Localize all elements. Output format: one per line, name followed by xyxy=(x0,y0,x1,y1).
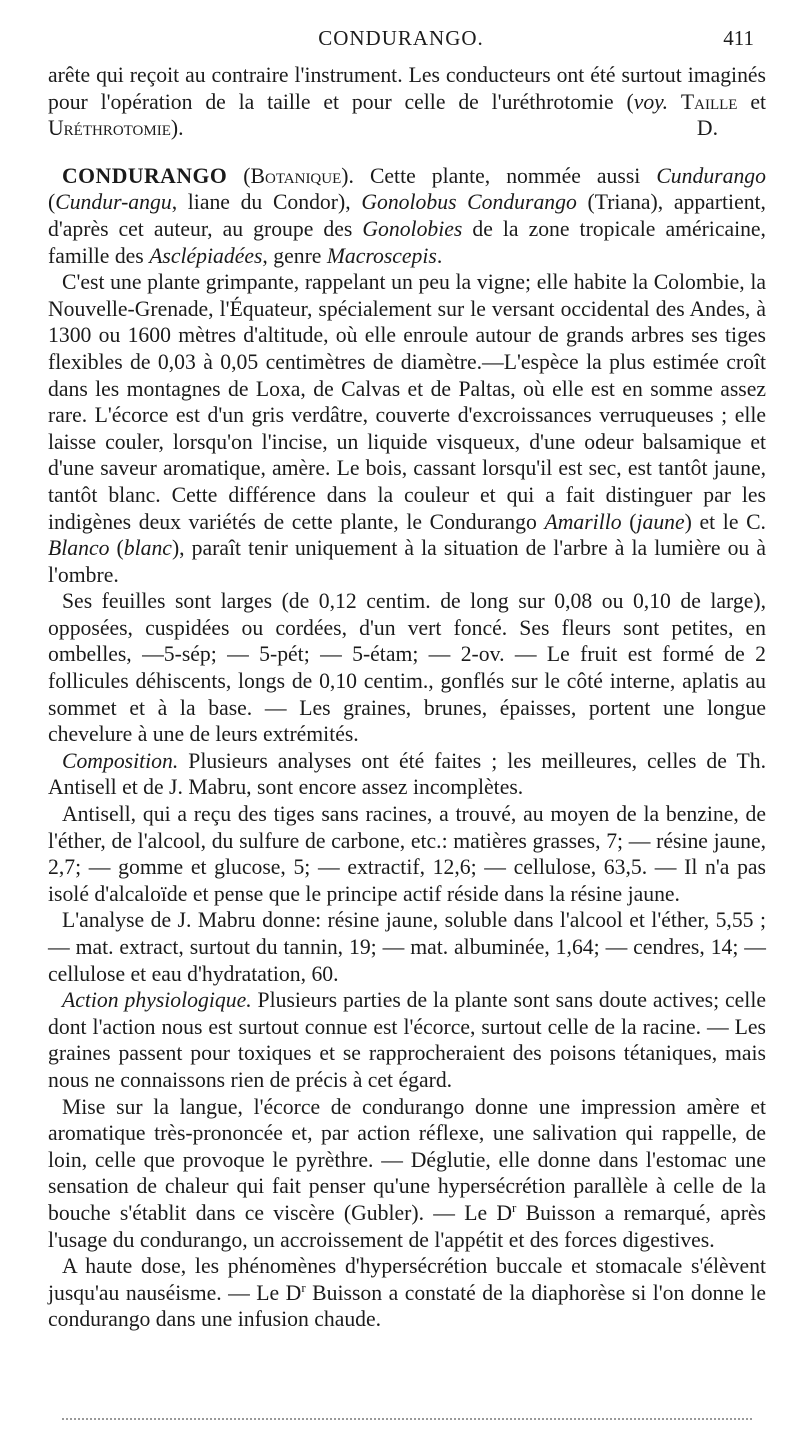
italic-run: jaune xyxy=(636,509,685,534)
text-run: ), paraît tenir uniquement à la situation de l'arbre à la lumière ou à l'ombre. xyxy=(48,536,766,587)
italic-run: Cundurango xyxy=(656,163,766,188)
text-run: . xyxy=(436,243,443,268)
text-run: , liane du Condor), xyxy=(171,190,362,215)
text-run: ( xyxy=(48,190,56,215)
section-heading: Action physiologique. xyxy=(62,988,252,1013)
entry-term: CONDURANGO xyxy=(62,163,228,188)
text-run: C'est une plante grimpante, rappelant un peu la vigne; elle habite la Colombie, la Nouvelle-Grenade, l'Équateur, spécialement sur le versant occidental des Andes, à 1300 ou 1600 mètres d'altitude, où elle enroule autour de grands arbres ses tiges flexibles de 0,03 à 0,05 centimètres de diamètre.—L'espèce la plus estimée croît dans les montagnes de Loxa, de Calvas et de Paltas, où elle est en somme assez rare. L'écorce est d'un gris verdâtre, couverte d'excroissances verruqueuses ; elle laisse couler, lorsqu'on l'incise, un liquide visqueux, d'une odeur balsamique et d'une saveur aromatique, amère. Le bois, cassant lorsqu'il est sec, est tantôt jaune, tantôt blanc. Cette différence dans la couleur et qui a fait distinguer par les indigènes deux variétés de cette plante, le Condurango xyxy=(48,270,766,534)
paragraph-description xyxy=(48,269,766,588)
italic-run: voy. xyxy=(633,89,669,114)
cross-reference: Uréthrotomie xyxy=(48,116,171,141)
italic-run: Cundur-angu xyxy=(55,190,172,215)
italic-run: Blanco xyxy=(48,536,110,561)
footer-rule xyxy=(62,1418,752,1420)
running-header xyxy=(48,26,754,56)
text-run: Buisson a remarqué, après l'usage du condurango, un accroissement de l'appétit et des forces digestives. xyxy=(48,1200,766,1252)
italic-run: blanc xyxy=(123,536,172,561)
text-run: de la zone tropicale américaine, famille des xyxy=(48,216,766,268)
article-body xyxy=(48,62,766,1333)
paragraph-action xyxy=(48,987,766,1093)
superscript: r xyxy=(512,1199,517,1215)
text-run: arête qui reçoit au contraire l'instrument. Les conducteurs ont été surtout imaginés pour l'opération de la taille et pour celle de l'uréthrotomie ( xyxy=(48,63,766,114)
text-run: Buisson a constaté de la diaphorèse si l'on donne le condurango dans une infusion chaude. xyxy=(48,1280,767,1332)
text-run: Mise sur la langue, l'écorce de condurango donne une impression amère et aromatique très-prononcée et, par action réflexe, une salivation qui rappelle, de loin, celle que provoque le pyrèthre. — Déglutie, elle donne dans l'estomac une sensation de chaleur qui fait penser qu'une hypersécrétion parallèle à celle de la bouche s'établit dans ce viscère (Gubler). — Le D xyxy=(48,1094,766,1225)
page-number: 411 xyxy=(723,26,754,50)
italic-run: Asclépiadées xyxy=(149,243,263,268)
italic-run: Macroscepis xyxy=(326,243,437,268)
entry-category: Botanique xyxy=(250,163,342,188)
text-run: Plusieurs parties de la plante sont sans doute actives; celle dont l'action nous est surtout connue est l'écorce, surtout celle de la racine. — Les graines passent pour toxiques et se rapprocheraient des poisons tétaniques, mais nous ne connaissons rien de précis à cet égard. xyxy=(48,988,766,1092)
paragraph-high-dose xyxy=(48,1253,766,1333)
text-run: A haute dose, les phénomènes d'hypersécrétion buccale et stomacale s'élèvent jusqu'au nauséisme. — Le D xyxy=(48,1254,766,1305)
text-run: ). xyxy=(170,116,184,141)
text-run: ( xyxy=(227,163,251,188)
italic-run: Amarillo xyxy=(544,509,622,534)
entry-paragraph xyxy=(48,163,766,269)
text-run: , genre xyxy=(262,243,327,268)
text-run: Plusieurs analyses ont été faites ; les meilleures, celles de Th. Antisell et de J. Mabru, sont encore assez incomplètes. xyxy=(48,748,766,800)
italic-run: Gonolobus Condurango xyxy=(361,190,577,215)
section-heading: Composition. xyxy=(62,748,179,773)
paragraph-tongue xyxy=(48,1094,766,1254)
author-signature: D. xyxy=(696,116,718,141)
paragraph-continuation xyxy=(48,62,766,142)
text-run: (Triana), appartient, d'après cet auteur, au groupe des xyxy=(48,190,766,241)
superscript: r xyxy=(301,1279,306,1295)
text-run: et xyxy=(737,89,767,114)
text-run: ( xyxy=(109,536,124,561)
italic-run: Gonolobies xyxy=(362,216,463,241)
running-title: CONDURANGO. xyxy=(318,26,484,50)
paragraph-leaves: Ses feuilles sont larges (de 0,12 centim. de long sur 0,08 ou 0,10 de large), opposées, cuspidées ou cordées, d'un vert foncé. Ses fleurs sont petites, en ombelles, —5-sép; — 5-pét; — 5-étam; — 2-ov. — Le fruit est formé de 2 follicules déhiscents, longs de 0,10 centim., gonflés sur le côté interne, aplatis au sommet et à la base. — Les graines, brunes, épaisses, portent une longue chevelure à une de leurs extrémités. xyxy=(48,589,766,747)
text-run: ) et le C. xyxy=(684,509,766,534)
text-run: ( xyxy=(621,509,637,534)
paragraph-mabru: L'analyse de J. Mabru donne: résine jaune, soluble dans l'alcool et l'éther, 5,55 ; — mat. extract, surtout du tannin, 19; — mat. albuminée, 1,64; — cendres, 14; — cellulose et eau d'hydratation, 60. xyxy=(48,908,766,986)
paragraph-antisell: Antisell, qui a reçu des tiges sans racines, a trouvé, au moyen de la benzine, de l'éther, de l'alcool, du sulfure de carbone, etc.: matières grasses, 7; — résine jaune, 2,7; — gomme et glucose, 5; — extractif, 12,6; — cellulose, 63,5. — Il n'a pas isolé d'alcaloïde et pense que le principe actif réside dans la résine jaune. xyxy=(48,802,766,906)
cross-reference: Taille xyxy=(680,89,738,114)
paragraph-composition xyxy=(48,748,766,801)
text-run: ). Cette plante, nommée aussi xyxy=(341,163,657,188)
